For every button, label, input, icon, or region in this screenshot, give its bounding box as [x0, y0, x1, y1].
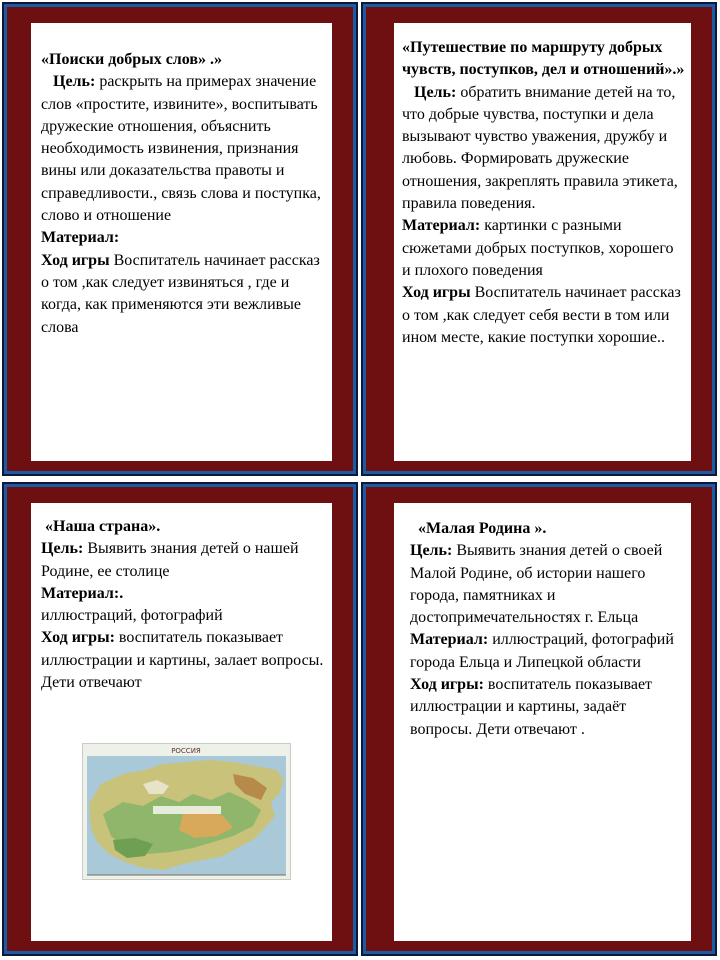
map-title: РОССИЯ [171, 747, 201, 755]
goal-text: Выявить знания детей о своей Малой Родине, об истории нашего города, памятниках и достопримечательностях г. Ельца [410, 542, 663, 627]
material-text: иллюстраций, фотографий [41, 607, 223, 625]
material-label: Материал: [402, 217, 481, 235]
card-content [394, 503, 691, 941]
card-content [31, 23, 332, 461]
game-card-kind-words [4, 4, 356, 474]
goal-label: Цель: [410, 542, 453, 560]
card-content [31, 503, 332, 941]
russia-map-image [82, 743, 291, 880]
course-label: Ход игры: [410, 676, 484, 694]
card-title: «Путешествие по маршруту добрых чувств, поступков, дел и отношений».» [402, 39, 685, 79]
card-content [394, 23, 691, 461]
game-card-journey [363, 4, 715, 474]
card-title: «Поиски добрых слов» .» [41, 51, 223, 68]
material-label: Материал:. [41, 584, 124, 602]
game-card-our-country [4, 484, 356, 954]
course-text: Воспитатель начинает рассказ о том ,как следует извиняться , где и когда, как применяются эти вежливые слова [41, 251, 320, 336]
goal-text: обратить внимание детей на то, что добрые чувства, поступки и дела вызывают чувство уважения, дружбу и любовь. Формировать дружеские отношения, закреплять правила этикета, правила поведения. [402, 83, 678, 213]
course-label: Ход игры [41, 251, 110, 269]
card-title: «Наша страна». [45, 518, 161, 535]
goal-text: Выявить знания детей о нашей Родине, ее столице [41, 540, 299, 580]
material-label: Материал: [410, 631, 489, 649]
course-text: воспитатель показывает иллюстрации и картины, задаёт вопросы. Дети отвечают . [410, 676, 653, 738]
course-label: Ход игры: [41, 629, 115, 647]
goal-label: Цель: [414, 83, 457, 101]
goal-label: Цель: [53, 73, 96, 91]
goal-text: раскрыть на примерах значение слов «простите, извините», воспитывать дружеские отношения, объяснить необходимость извинения, признания вины или доказательства правоты и справедливости., связь слова и поступка, слово и отношение [41, 73, 321, 225]
game-card-small-homeland [363, 484, 715, 954]
course-text: Воспитатель начинает рассказ о том ,как следует себя вести в том или ином месте, какие поступки хорошие.. [402, 284, 681, 346]
goal-label: Цель: [41, 540, 84, 558]
material-text: картинки с разными сюжетами добрых поступков, хорошего и плохого поведения [402, 217, 674, 279]
course-label: Ход игры [402, 284, 471, 302]
material-text: иллюстраций, фотографий города Ельца и Липецкой области [410, 631, 674, 671]
course-text: воспитатель показывает иллюстрации и картины, залает вопросы. Дети отвечают [41, 629, 324, 692]
material-label: Материал: [41, 229, 120, 247]
card-title: «Малая Родина ». [418, 520, 547, 537]
